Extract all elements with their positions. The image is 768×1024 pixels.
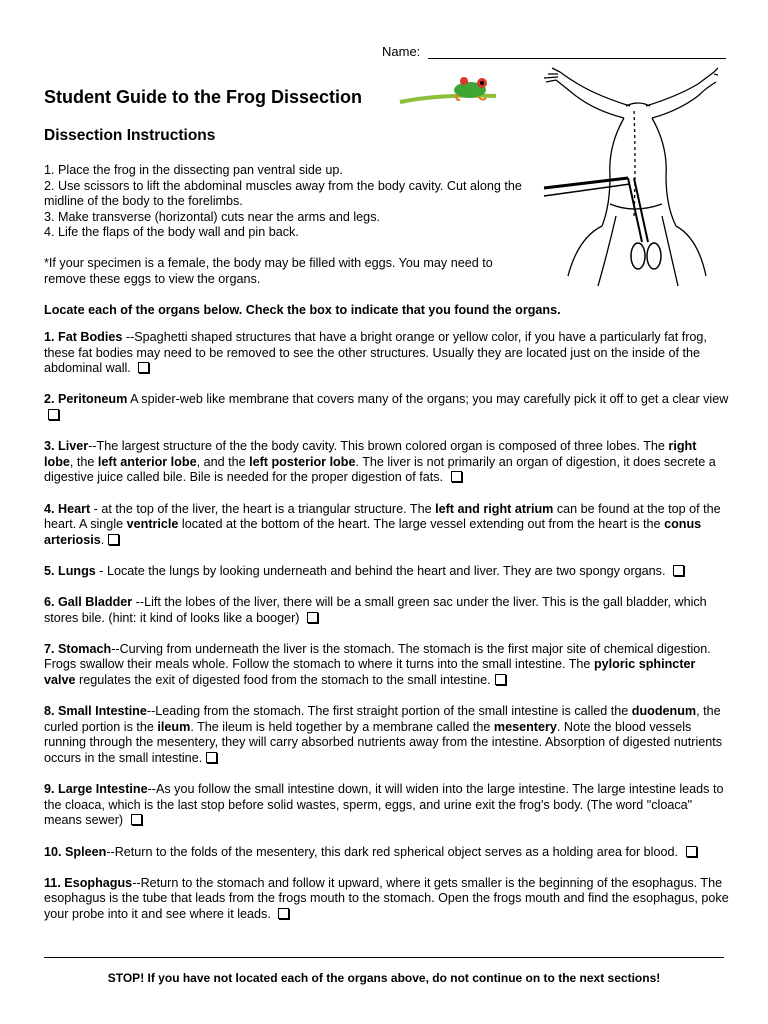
organ-name: 8. Small Intestine (44, 704, 147, 719)
organ-name: 4. Heart (44, 501, 91, 516)
organ-description: --The largest structure of the the body cavity. This brown colored organ is composed of three lobes. The (88, 439, 669, 454)
found-checkbox[interactable] (673, 565, 684, 576)
organ-item (44, 439, 729, 486)
organ-name: 1. Fat Bodies (44, 330, 123, 344)
organ-term: mesentery (493, 719, 557, 734)
found-checkbox[interactable] (206, 752, 217, 763)
organ-item (44, 782, 729, 829)
step-item: 4. Life the flaps of the body wall and pin back. (44, 225, 299, 240)
organ-description: --Curving from underneath the liver is the stomach. The stomach is the first major site of chemical digestion. Frogs swallow their meals whole. Follow the stomach to where it turns into the small intestine. The (44, 641, 711, 672)
instruction-steps (44, 163, 524, 241)
organ-description: , and the (196, 454, 250, 469)
frog-dissection-illustration (538, 66, 718, 286)
organ-term: left anterior lobe (97, 454, 197, 469)
organ-name: 6. Gall Bladder (44, 595, 133, 610)
step-item: 1. Place the frog in the dissecting pan ventral side up. (44, 163, 343, 177)
organ-item (44, 330, 729, 377)
organ-description: --Lift the lobes of the liver, there will be a small green sac under the liver. This is the gall bladder, which stores bile. (hint: it kind of looks like a booger) (44, 595, 707, 625)
organ-description: can be found at the top of the heart. A single (44, 501, 721, 532)
organ-item (44, 595, 729, 626)
organ-description: . The ileum is held together by a membrane called the (190, 719, 494, 734)
organ-item (44, 564, 729, 580)
page-title: Student Guide to the Frog Dissection (44, 87, 363, 107)
organ-list (44, 330, 729, 938)
found-checkbox[interactable] (108, 534, 119, 545)
organ-item (44, 876, 729, 923)
found-checkbox[interactable] (138, 362, 149, 373)
organ-item (44, 502, 729, 549)
organ-description: - at the top of the liver, the heart is a triangular structure. The (90, 501, 436, 516)
organ-description: . The liver is not primarily an organ of digestion, it does secrete a digestive juice called bile. Bile is needed for the proper digestion of fats. (44, 454, 716, 485)
organ-term: ileum (157, 719, 191, 734)
divider (44, 957, 724, 958)
organ-description: --Return to the stomach and follow it upward, where it gets smaller is the beginning of the esophagus. The esophagus is the tube that leads from the frogs mouth to the stomach. Open the frogs mouth and find the esophagus, poke your probe into it and see where it leads. (44, 875, 729, 921)
organ-description: . Note the blood vessels running through the mesentery, they will carry absorbed nutrients away from the intestine. Absorption of digested nutrients occurs in the small intestine. (44, 719, 723, 766)
organ-item (44, 642, 729, 689)
found-checkbox[interactable] (451, 471, 462, 482)
section-heading: Dissection Instructions (44, 127, 216, 144)
organ-name: 5. Lungs (44, 563, 96, 578)
organ-description: , the curled portion is the (44, 704, 721, 734)
organ-description: --Leading from the stomach. The first straight portion of the small intestine is called the (146, 704, 632, 719)
found-checkbox[interactable] (48, 409, 59, 420)
female-specimen-note: *If your specimen is a female, the body may be filled with eggs. You may need to remove these eggs to view the organs. (44, 256, 493, 286)
organ-term: right lobe (44, 439, 697, 469)
organ-description: A spider-web like membrane that covers many of the organs; you may carefully pick it off to get a clear view (127, 392, 729, 407)
organ-description: . (100, 532, 105, 547)
step-item: 2. Use scissors to lift the abdominal muscles away from the body cavity. Cut along the midline of the body to the forelimbs. (44, 178, 522, 209)
organ-name: 11. Esophagus (44, 875, 133, 890)
organ-term: left and right atrium (435, 501, 554, 516)
organ-term: left posterior lobe (249, 454, 356, 469)
found-checkbox[interactable] (307, 612, 318, 623)
organ-name: 2. Peritoneum (44, 392, 128, 407)
organ-term: duodenum (631, 704, 697, 719)
found-checkbox[interactable] (278, 908, 289, 919)
organ-description: --Return to the folds of the mesentery, this dark red spherical object serves as a holding area for blood. (106, 844, 682, 859)
organ-term: conus arteriosis (44, 517, 702, 547)
organ-term: ventricle (126, 517, 179, 532)
organ-name: 9. Large Intestine (44, 782, 148, 797)
organ-description: , the (69, 454, 98, 469)
organ-item (44, 845, 729, 861)
name-label: Name: (382, 44, 421, 59)
locate-instruction: Locate each of the organs below. Check the box to indicate that you found the organs. (44, 303, 561, 317)
organ-name: 7. Stomach (44, 641, 112, 656)
organ-description: located at the bottom of the heart. The large vessel extending out from the heart is the (178, 517, 665, 532)
tree-frog-icon (398, 72, 498, 112)
step-item: 3. Make transverse (horizontal) cuts near the arms and legs. (44, 209, 380, 224)
found-checkbox[interactable] (495, 674, 506, 685)
organ-name: 10. Spleen (44, 844, 107, 859)
organ-item (44, 392, 729, 423)
organ-item (44, 704, 729, 766)
organ-term: pyloric sphincter valve (44, 657, 696, 688)
organ-description: --As you follow the small intestine down, it will widen into the large intestine. The large intestine leads to the cloaca, which is the last stop before solid wastes, sperm, eggs, and urine exit the frog's body. (The word "cloaca" means sewer) (44, 782, 724, 828)
found-checkbox[interactable] (686, 846, 697, 857)
organ-description: regulates the exit of digested food from the stomach to the small intestine. (75, 673, 491, 688)
organ-description: - Locate the lungs by looking underneath and behind the heart and liver. They are two spongy organs. (95, 563, 669, 578)
found-checkbox[interactable] (131, 814, 142, 825)
stop-warning: STOP! If you have not located each of the organs above, do not continue on to the next sections! (107, 971, 661, 985)
organ-description: --Spaghetti shaped structures that have a bright orange or yellow color, if you have a particularly fat frog, these fat bodies may need to be removed to see the other structures. Usually they are located just on the inside of the abdominal wall. (44, 330, 707, 376)
name-input-line[interactable] (428, 58, 726, 59)
organ-name: 3. Liver (44, 439, 89, 454)
